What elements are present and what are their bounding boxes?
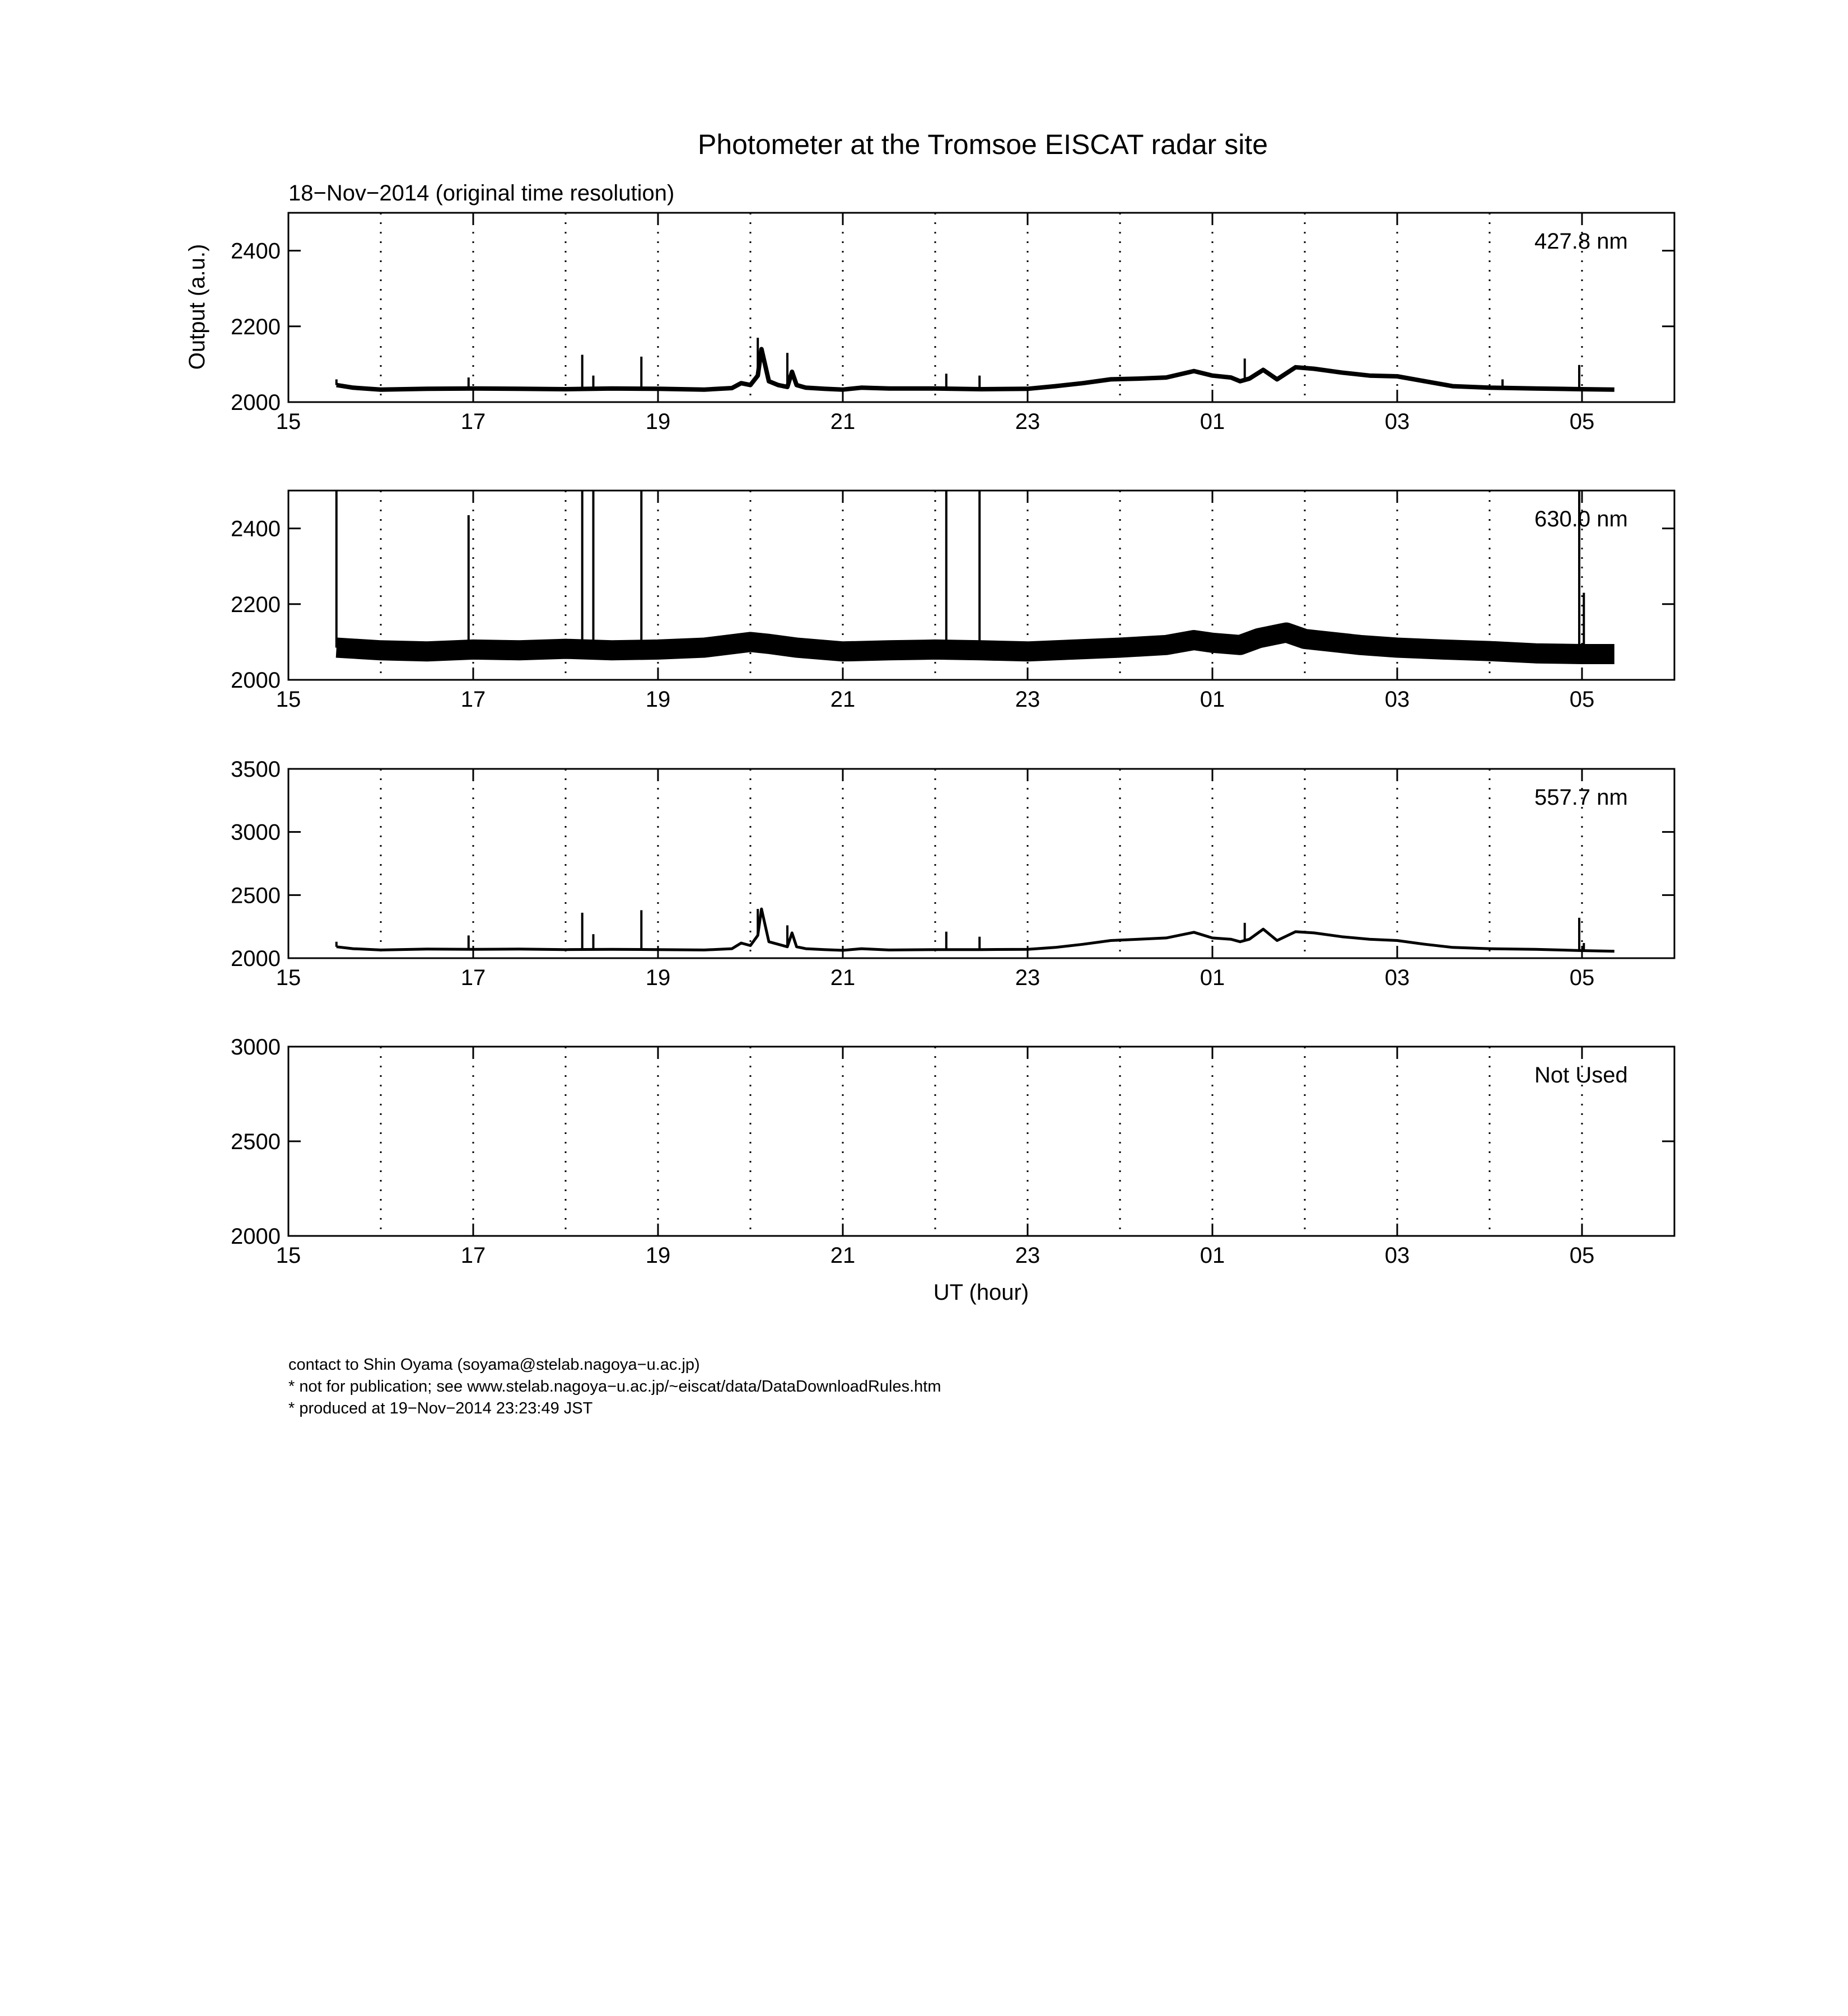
x-tick-label: 19 xyxy=(645,409,671,434)
x-tick-label: 15 xyxy=(276,965,301,990)
footer-contact: contact to Shin Oyama (soyama@stelab.nagoya−u.ac.jp) xyxy=(288,1356,700,1374)
y-tick-label: 2000 xyxy=(231,390,281,415)
x-tick-label: 19 xyxy=(645,965,671,990)
y-tick-label: 2500 xyxy=(231,1130,281,1154)
x-tick-label: 15 xyxy=(276,1243,301,1268)
panel-label: 427.8 nm xyxy=(1534,229,1628,254)
x-tick-label: 15 xyxy=(276,687,301,712)
y-tick-label: 2000 xyxy=(231,668,281,693)
y-tick-label: 2500 xyxy=(231,883,281,908)
x-tick-label: 19 xyxy=(645,1243,671,1268)
y-tick-label: 3000 xyxy=(231,820,281,845)
chart-subtitle: 18−Nov−2014 (original time resolution) xyxy=(288,181,675,206)
panel-label: Not Used xyxy=(1534,1063,1628,1088)
x-tick-label: 23 xyxy=(1015,409,1040,434)
x-tick-label: 19 xyxy=(645,687,671,712)
x-tick-label: 05 xyxy=(1569,965,1595,990)
x-tick-label: 01 xyxy=(1200,965,1225,990)
x-tick-label: 17 xyxy=(460,1243,486,1268)
y-tick-label: 2200 xyxy=(231,592,281,617)
x-tick-label: 21 xyxy=(830,1243,856,1268)
x-tick-label: 03 xyxy=(1384,687,1410,712)
y-tick-label: 2400 xyxy=(231,516,281,542)
x-tick-label: 05 xyxy=(1569,409,1595,434)
panel-label: 557.7 nm xyxy=(1534,785,1628,810)
y-tick-label: 2200 xyxy=(231,314,281,339)
y-tick-label: 2000 xyxy=(231,946,281,971)
x-tick-label: 03 xyxy=(1384,1243,1410,1268)
chart-title: Photometer at the Tromsoe EISCAT radar site xyxy=(697,129,1268,160)
x-tick-label: 21 xyxy=(830,687,856,712)
x-tick-label: 03 xyxy=(1384,409,1410,434)
y-tick-label: 2400 xyxy=(231,239,281,264)
x-tick-label: 23 xyxy=(1015,687,1040,712)
x-tick-label: 21 xyxy=(830,965,856,990)
x-axis-label: UT (hour) xyxy=(933,1280,1029,1305)
y-axis-label: Output (a.u.) xyxy=(185,244,209,370)
footer-notice: * not for publication; see www.stelab.nagoya−u.ac.jp/~eiscat/data/DataDownloadRules.htm xyxy=(288,1378,941,1396)
x-tick-label: 01 xyxy=(1200,1243,1225,1268)
y-tick-label: 3500 xyxy=(231,757,281,782)
x-tick-label: 23 xyxy=(1015,1243,1040,1268)
y-tick-label: 2000 xyxy=(231,1224,281,1249)
x-tick-label: 05 xyxy=(1569,687,1595,712)
x-tick-label: 01 xyxy=(1200,687,1225,712)
x-tick-label: 17 xyxy=(460,409,486,434)
x-tick-label: 21 xyxy=(830,409,856,434)
x-tick-label: 05 xyxy=(1569,1243,1595,1268)
x-tick-label: 17 xyxy=(460,687,486,712)
x-tick-label: 03 xyxy=(1384,965,1410,990)
x-tick-label: 01 xyxy=(1200,409,1225,434)
x-tick-label: 15 xyxy=(276,409,301,434)
panel-label: 630.0 nm xyxy=(1534,507,1628,531)
y-tick-label: 3000 xyxy=(231,1035,281,1060)
footer-produced: * produced at 19−Nov−2014 23:23:49 JST xyxy=(288,1399,593,1417)
x-tick-label: 17 xyxy=(460,965,486,990)
x-tick-label: 23 xyxy=(1015,965,1040,990)
